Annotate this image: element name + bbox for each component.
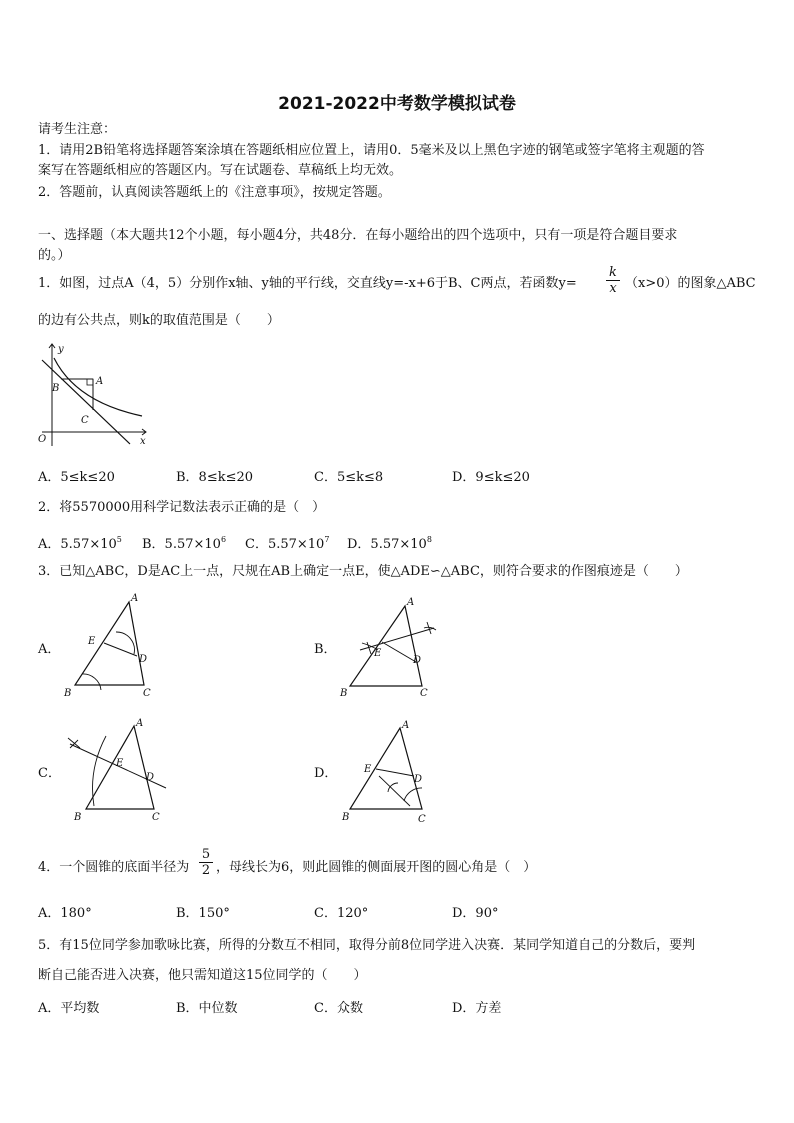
q1-stem-a: 1．如图，过点A（4，5）分别作x轴、y轴的平行线，交直线y=-x+6于B、C两点，若函数y=: [38, 276, 577, 291]
notice-item-1-line-1: 1．请用2B铅笔将选择题答案涂填在答题纸相应位置上，请用0．5毫米及以上黑色字迹的钢笔或签字笔将主观题的答: [38, 143, 705, 158]
notice-item-1-line-2: 案写在答题纸相应的答题区内。写在试题卷、草稿纸上均无效。: [38, 163, 403, 178]
x-label: x: [140, 436, 146, 447]
q4-fraction-denominator: 2: [201, 863, 211, 878]
q1-stem-b: （x>0）的图象△ABC: [625, 276, 756, 291]
q1-fraction: [606, 266, 620, 296]
svg-text:E: E: [116, 758, 124, 769]
q3-option-c-letter[interactable]: C．: [38, 766, 61, 781]
q4-fraction: [199, 848, 213, 878]
q3-figure-d: [330, 716, 450, 826]
q2-option-c[interactable]: C．$5.57\times 10^7$: [245, 535, 330, 552]
q1-option-b[interactable]: B．8≤k≤20: [176, 470, 254, 485]
q4-option-c[interactable]: C．120°: [314, 906, 369, 921]
q2-option-a[interactable]: A．$5.57\times 10^5$: [38, 535, 122, 552]
q5-option-b[interactable]: B．中位数: [176, 1001, 238, 1016]
q3-figure-a: [60, 592, 170, 702]
section-header-line-1: 一、选择题（本大题共12个小题，每小题4分，共48分．在每小题给出的四个选项中，只有一项是符合题目要求: [38, 228, 678, 243]
origin-label: O: [38, 434, 47, 445]
notice-item-2: 2．答题前，认真阅读答题纸上的《注意事项》，按规定答题。: [38, 185, 391, 200]
point-c-label: C: [81, 415, 89, 426]
q3-option-a-letter[interactable]: A．: [38, 642, 61, 657]
q4-fraction-numerator: 5: [199, 848, 213, 863]
q4-option-b[interactable]: B．150°: [176, 906, 230, 921]
q2-option-b[interactable]: B．$5.57\times 10^6$: [142, 535, 227, 552]
svg-text:A: A: [136, 718, 144, 729]
q1-stem-c: 的边有公共点，则k的取值范围是（ ）: [38, 313, 280, 328]
section-header-line-2: 的。）: [38, 248, 71, 263]
q3-figure-b: [330, 592, 450, 702]
svg-text:C: C: [152, 812, 160, 823]
svg-text:B: B: [74, 812, 82, 823]
q2-option-d[interactable]: D．$5.57\times 10^8$: [347, 535, 432, 552]
q3-option-d-letter[interactable]: D．: [314, 766, 338, 781]
point-a-label: A: [96, 376, 104, 387]
q5-option-d[interactable]: D．方差: [452, 1001, 502, 1016]
q4-stem-b: ，母线长为6，则此圆锥的侧面展开图的圆心角是（ ）: [216, 860, 537, 875]
q1-option-c[interactable]: C．5≤k≤8: [314, 470, 384, 485]
svg-text:A: A: [131, 593, 139, 604]
svg-text:B: B: [342, 812, 350, 823]
q4-stem-a: 4．一个圆锥的底面半径为: [38, 860, 190, 875]
q1-figure: [36, 340, 150, 450]
page-title: 2021-2022中考数学模拟试卷: [278, 94, 516, 114]
q3-stem: 3．已知△ABC，D是AC上一点，尺规在AB上确定一点E，使△ADE∽△ABC，则符合要求的作图痕迹是（ ）: [38, 564, 688, 579]
svg-text:B: B: [64, 688, 72, 699]
point-b-label: B: [52, 383, 60, 394]
q1-fraction-denominator: x: [609, 281, 617, 296]
q3-option-b-letter[interactable]: B．: [314, 642, 337, 657]
line-y-neg-x-plus-6: [42, 360, 130, 444]
svg-text:D: D: [146, 772, 155, 783]
q4-option-d[interactable]: D．90°: [452, 906, 499, 921]
q5-option-a[interactable]: A．平均数: [38, 1001, 100, 1016]
svg-text:D: D: [414, 774, 423, 785]
q5-stem-line-1: 5．有15位同学参加歌咏比赛，所得的分数互不相同，取得分前8位同学进入决赛．某同学知道自己的分数后，要判: [38, 938, 696, 953]
y-label: y: [58, 344, 64, 355]
svg-text:A: A: [402, 720, 410, 731]
svg-text:C: C: [420, 688, 428, 699]
q2-stem: 2．将5570000用科学记数法表示正确的是（ ）: [38, 500, 326, 515]
q1-option-d[interactable]: D．9≤k≤20: [452, 470, 530, 485]
svg-text:E: E: [88, 636, 96, 647]
svg-text:A: A: [407, 597, 415, 608]
svg-text:E: E: [364, 764, 372, 775]
svg-text:D: D: [139, 654, 148, 665]
q5-stem-line-2: 断自己能否进入决赛，他只需知道这15位同学的（ ）: [38, 968, 367, 983]
q4-option-a[interactable]: A．180°: [38, 906, 92, 921]
q1-option-a[interactable]: A．5≤k≤20: [38, 470, 115, 485]
q5-option-c[interactable]: C．众数: [314, 1001, 363, 1016]
q3-figure-c: [60, 716, 180, 826]
svg-text:E: E: [374, 648, 382, 659]
svg-text:C: C: [143, 688, 151, 699]
q1-fraction-numerator: k: [606, 266, 620, 281]
svg-text:D: D: [413, 655, 422, 666]
svg-text:C: C: [418, 814, 426, 825]
svg-text:B: B: [340, 688, 348, 699]
notice-heading: 请考生注意：: [38, 122, 117, 137]
hyperbola-curve: [54, 358, 142, 416]
